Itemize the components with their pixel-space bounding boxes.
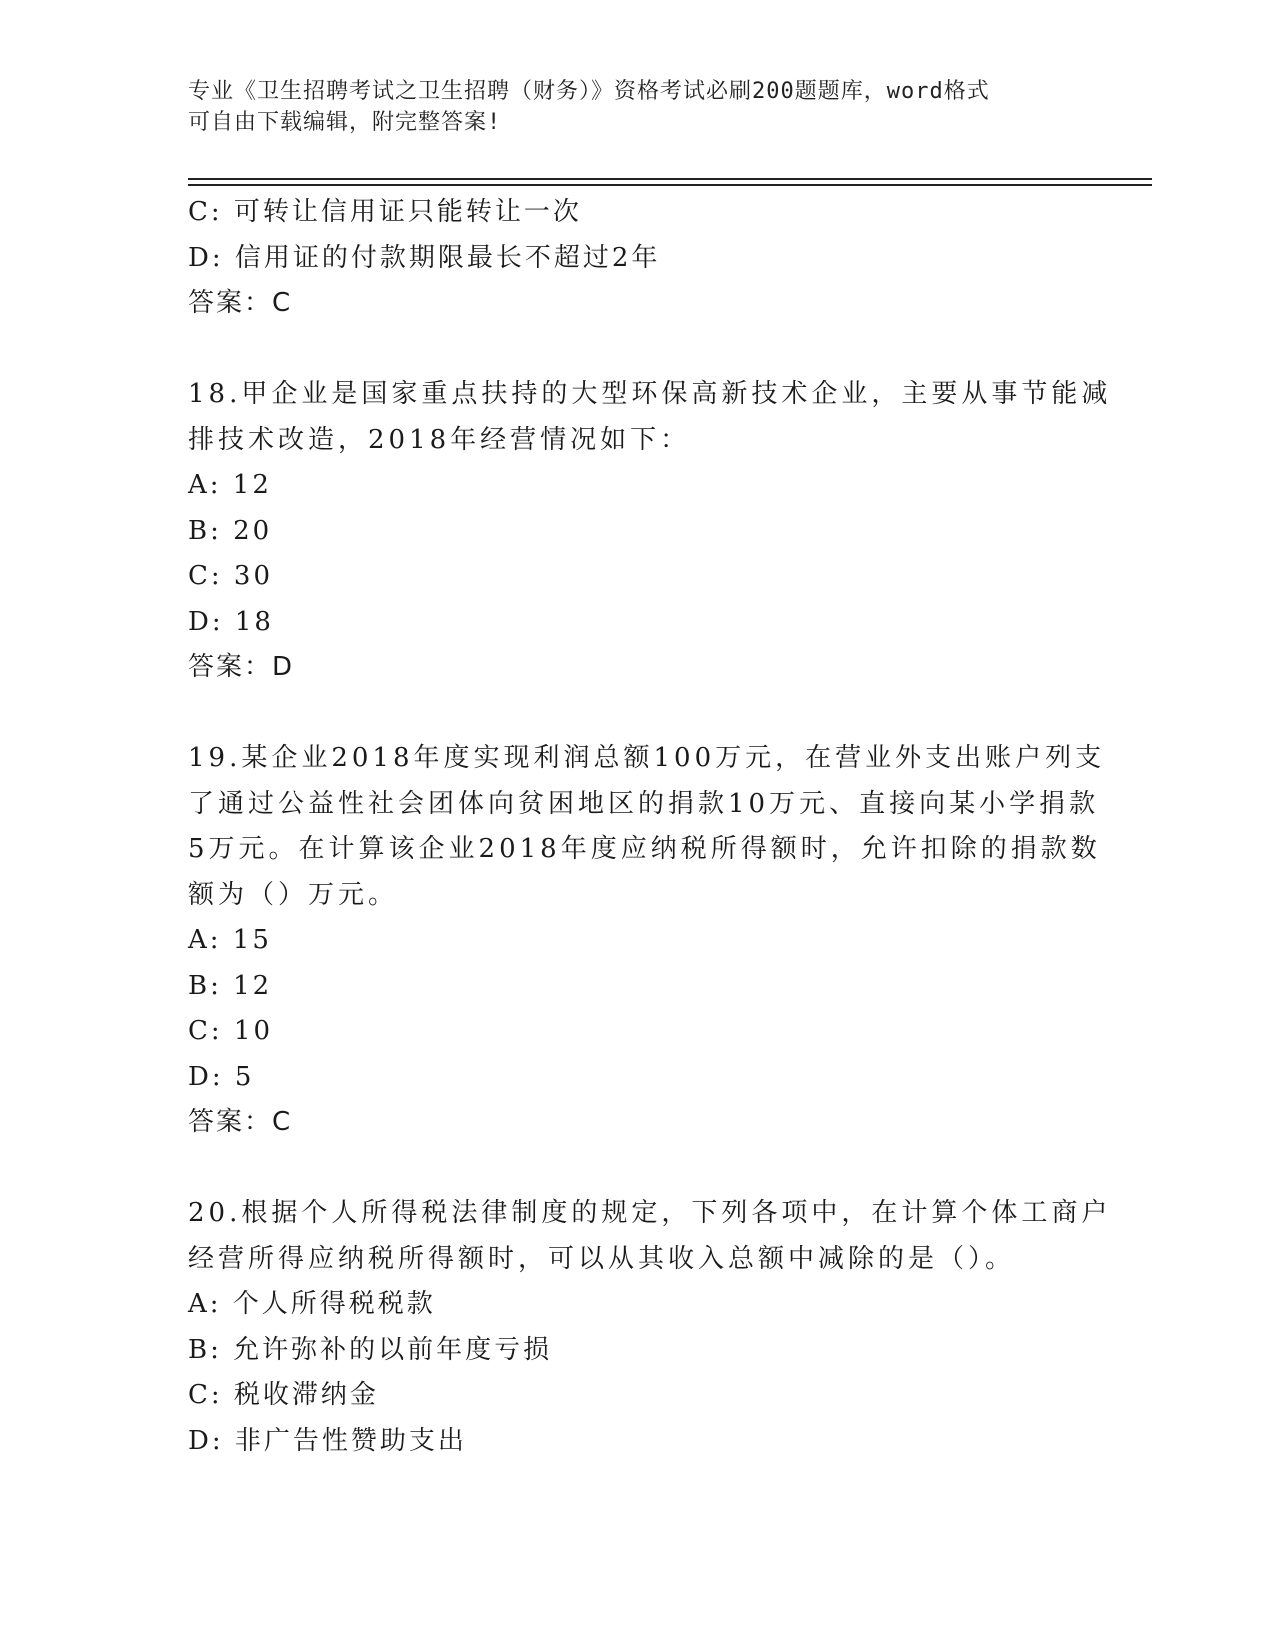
- answer-line: 答案：C: [188, 1107, 293, 1137]
- option-d: D: 非广告性赞助支出: [188, 1425, 467, 1456]
- option-a: A: 15: [188, 925, 272, 955]
- option-c: C: 可转让信用证只能转让一次: [188, 197, 582, 227]
- option-b: B: 20: [188, 515, 273, 546]
- question-17-continued: [188, 190, 1088, 327]
- option-b: B: 12: [188, 970, 273, 1001]
- header-divider-top: [188, 178, 1152, 180]
- question-text: [188, 736, 1106, 918]
- option-c: C: 税收滞纳金: [188, 1380, 379, 1410]
- option-d: D: 5: [188, 1061, 255, 1092]
- question-text-line: 额为（）万元。: [188, 879, 399, 910]
- question-text-line: 了通过公益性社会团体向贫困地区的捐款10万元、直接向某小学捐款: [188, 788, 1100, 819]
- spacer: [188, 1146, 1088, 1192]
- spacer: [188, 327, 1088, 373]
- option-a: A: 个人所得税税款: [188, 1289, 436, 1319]
- question-text-line: 18.甲企业是国家重点扶持的大型环保高新技术企业，主要从事节能减: [188, 379, 1112, 409]
- question-text-line: 19.某企业2018年度实现利润总额100万元，在营业外支出账户列支: [188, 743, 1106, 773]
- question-19: [188, 736, 1106, 1146]
- option-a: A: 12: [188, 470, 272, 500]
- header-divider-bottom: [188, 184, 1152, 186]
- question-text-line: 5万元。在计算该企业2018年度应纳税所得额时，允许扣除的捐款数: [188, 834, 1101, 864]
- question-text: [188, 1191, 1112, 1282]
- question-text: [188, 372, 1112, 463]
- option-c: C: 10: [188, 1016, 274, 1046]
- question-text-line: 排技术改造，2018年经营情况如下：: [188, 424, 691, 455]
- header-title-line-2: 可自由下载编辑，附完整答案!: [188, 110, 502, 135]
- question-content: [188, 190, 1112, 1464]
- option-b: B: 允许弥补的以前年度亏损: [188, 1334, 553, 1365]
- option-d: D: 信用证的付款期限最长不超过2年: [188, 242, 661, 273]
- question-20: [188, 1191, 1112, 1464]
- option-c: C: 30: [188, 561, 274, 591]
- page-header: [188, 76, 1068, 138]
- answer-line: 答案：D: [188, 652, 295, 682]
- question-text-line: 20.根据个人所得税法律制度的规定，下列各项中，在计算个体工商户: [188, 1198, 1112, 1228]
- answer-line: 答案：C: [188, 288, 293, 318]
- option-d: D: 18: [188, 606, 274, 637]
- header-title-line-1: 专业《卫生招聘考试之卫生招聘（财务）》资格考试必刷200题题库，word格式: [188, 79, 990, 104]
- question-text-line: 经营所得应纳税所得额时，可以从其收入总额中减除的是（）。: [188, 1243, 1016, 1274]
- question-18: [188, 372, 1112, 691]
- spacer: [188, 691, 1088, 737]
